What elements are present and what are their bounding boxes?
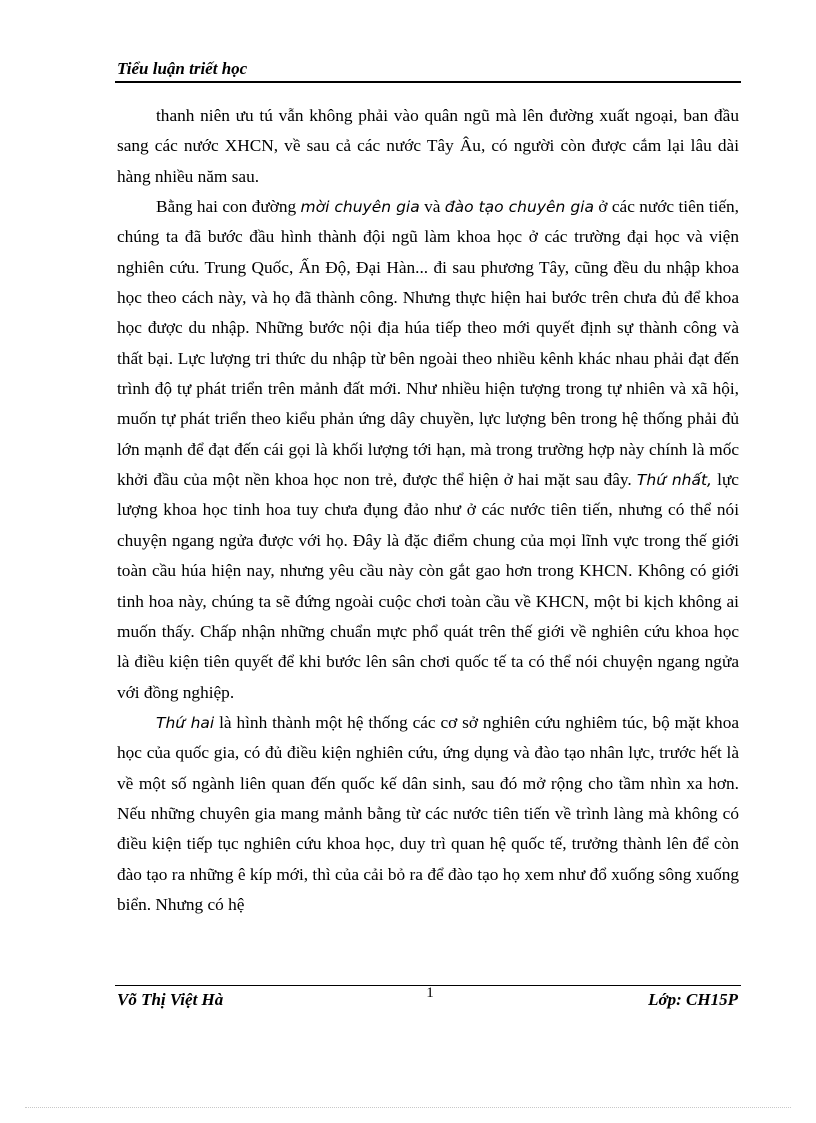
paragraph-3-text: là hình thành một hệ thống các cơ sở nghiên cứu nghiêm túc, bộ mặt khoa học của quốc gia, có đủ điều kiện nghiên cứu, ứng dụng và đào tạo nhân lực, trước hết là về một số ngành liên quan đến quốc kế dân sinh, sau đó mở rộng cho tầm nhìn xa hơn. Nếu những chuyên gia mang mảnh bằng từ các nước tiên tiến về trình làng mà không có điều kiện tiếp tục nghiên cứu khoa học, duy trì quan hệ quốc tế, trưởng thành lên để còn đào tạo ra những ê kíp mới, thì của cải bỏ ra để đào tạo họ xem như đổ xuống sông xuống biển. Nhưng có hệ xyxy=(117,712,739,914)
page-header xyxy=(115,57,741,83)
paragraph-3 xyxy=(117,708,739,920)
header-title: Tiểu luận triết học xyxy=(117,59,248,78)
footer-class: Lớp: CH15P xyxy=(648,990,738,1009)
paragraph-1 xyxy=(117,101,739,192)
paragraph-2 xyxy=(117,192,739,708)
emphasis-moi-chuyen-gia: mời chuyên gia xyxy=(300,198,420,217)
body-text xyxy=(117,101,739,920)
emphasis-thu-nhat: Thứ nhất, xyxy=(636,471,712,490)
paragraph-2-part-b: và xyxy=(419,197,445,217)
emphasis-dao-tao-chuyen-gia: đào tạo chuyên gia xyxy=(444,198,594,217)
paragraph-2-part-d: lực lượng khoa học tinh hoa tuy chưa đụng đảo như ở các nước tiên tiến, nhưng có thể nói chuyện ngang ngửa được với họ. Đây là đặc điểm chung của mọi lĩnh vực trong thế giới toàn cầu húa hiện nay, nhưng yêu cầu này còn gắt gao hơn trong KHCN. Không có giới tinh hoa này, chúng ta sẽ đứng ngoài cuộc chơi toàn cầu về KHCN, một bi kịch không ai muốn thấy. Chấp nhận những chuẩn mực phổ quát trên thế giới về nghiên cứu khoa học là điều kiện tiên quyết để khi bước lên sân chơi quốc tế ta có thể nói chuyện ngang ngửa với đồng nghiệp. xyxy=(117,470,739,702)
footer-author: Võ Thị Việt Hà xyxy=(117,990,224,1009)
emphasis-thu-hai: Thứ hai xyxy=(156,713,215,732)
paragraph-1-text: thanh niên ưu tú vẫn không phải vào quân ngũ mà lên đường xuất ngoại, ban đầu sang các nước XHCN, về sau cả các nước Tây Âu, có người còn được cắm lại lâu dài hàng nhiều năm sau. xyxy=(117,106,739,186)
page-number: 1 xyxy=(426,985,434,1001)
paragraph-2-part-c: ở các nước tiên tiến, chúng ta đã bước đầu hình thành đội ngũ làm khoa học ở các trường đại học và viện nghiên cứu. Trung Quốc, Ấn Độ, Đại Hàn... đi sau phương Tây, cũng đều du nhập khoa học theo cách này, và họ đã thành công. Nhưng thực hiện hai bước trên chưa đủ để khoa học được du nhập. Những bước nội địa húa tiếp theo mới quyết định sự thành công và thất bại. Lực lượng tri thức du nhập từ bên ngoài theo nhiều kênh khác nhau phải đạt đến trình độ tự phát triển trên mảnh đất mới. Như nhiều hiện tượng trong tự nhiên và xã hội, muốn tự phát triển theo kiểu phản ứng dây chuyền, lực lượng bên trong hệ thống phải đủ lớn mạnh để đạt đến cái gọi là khối lượng tới hạn, mà trong trường hợp này chính là mốc khởi đầu của một nền khoa học non trẻ, được thể hiện ở hai mặt sau đây. xyxy=(117,197,740,490)
paragraph-2-part-a: Bằng hai con đường xyxy=(156,197,301,217)
page-edge-divider xyxy=(25,1107,791,1108)
